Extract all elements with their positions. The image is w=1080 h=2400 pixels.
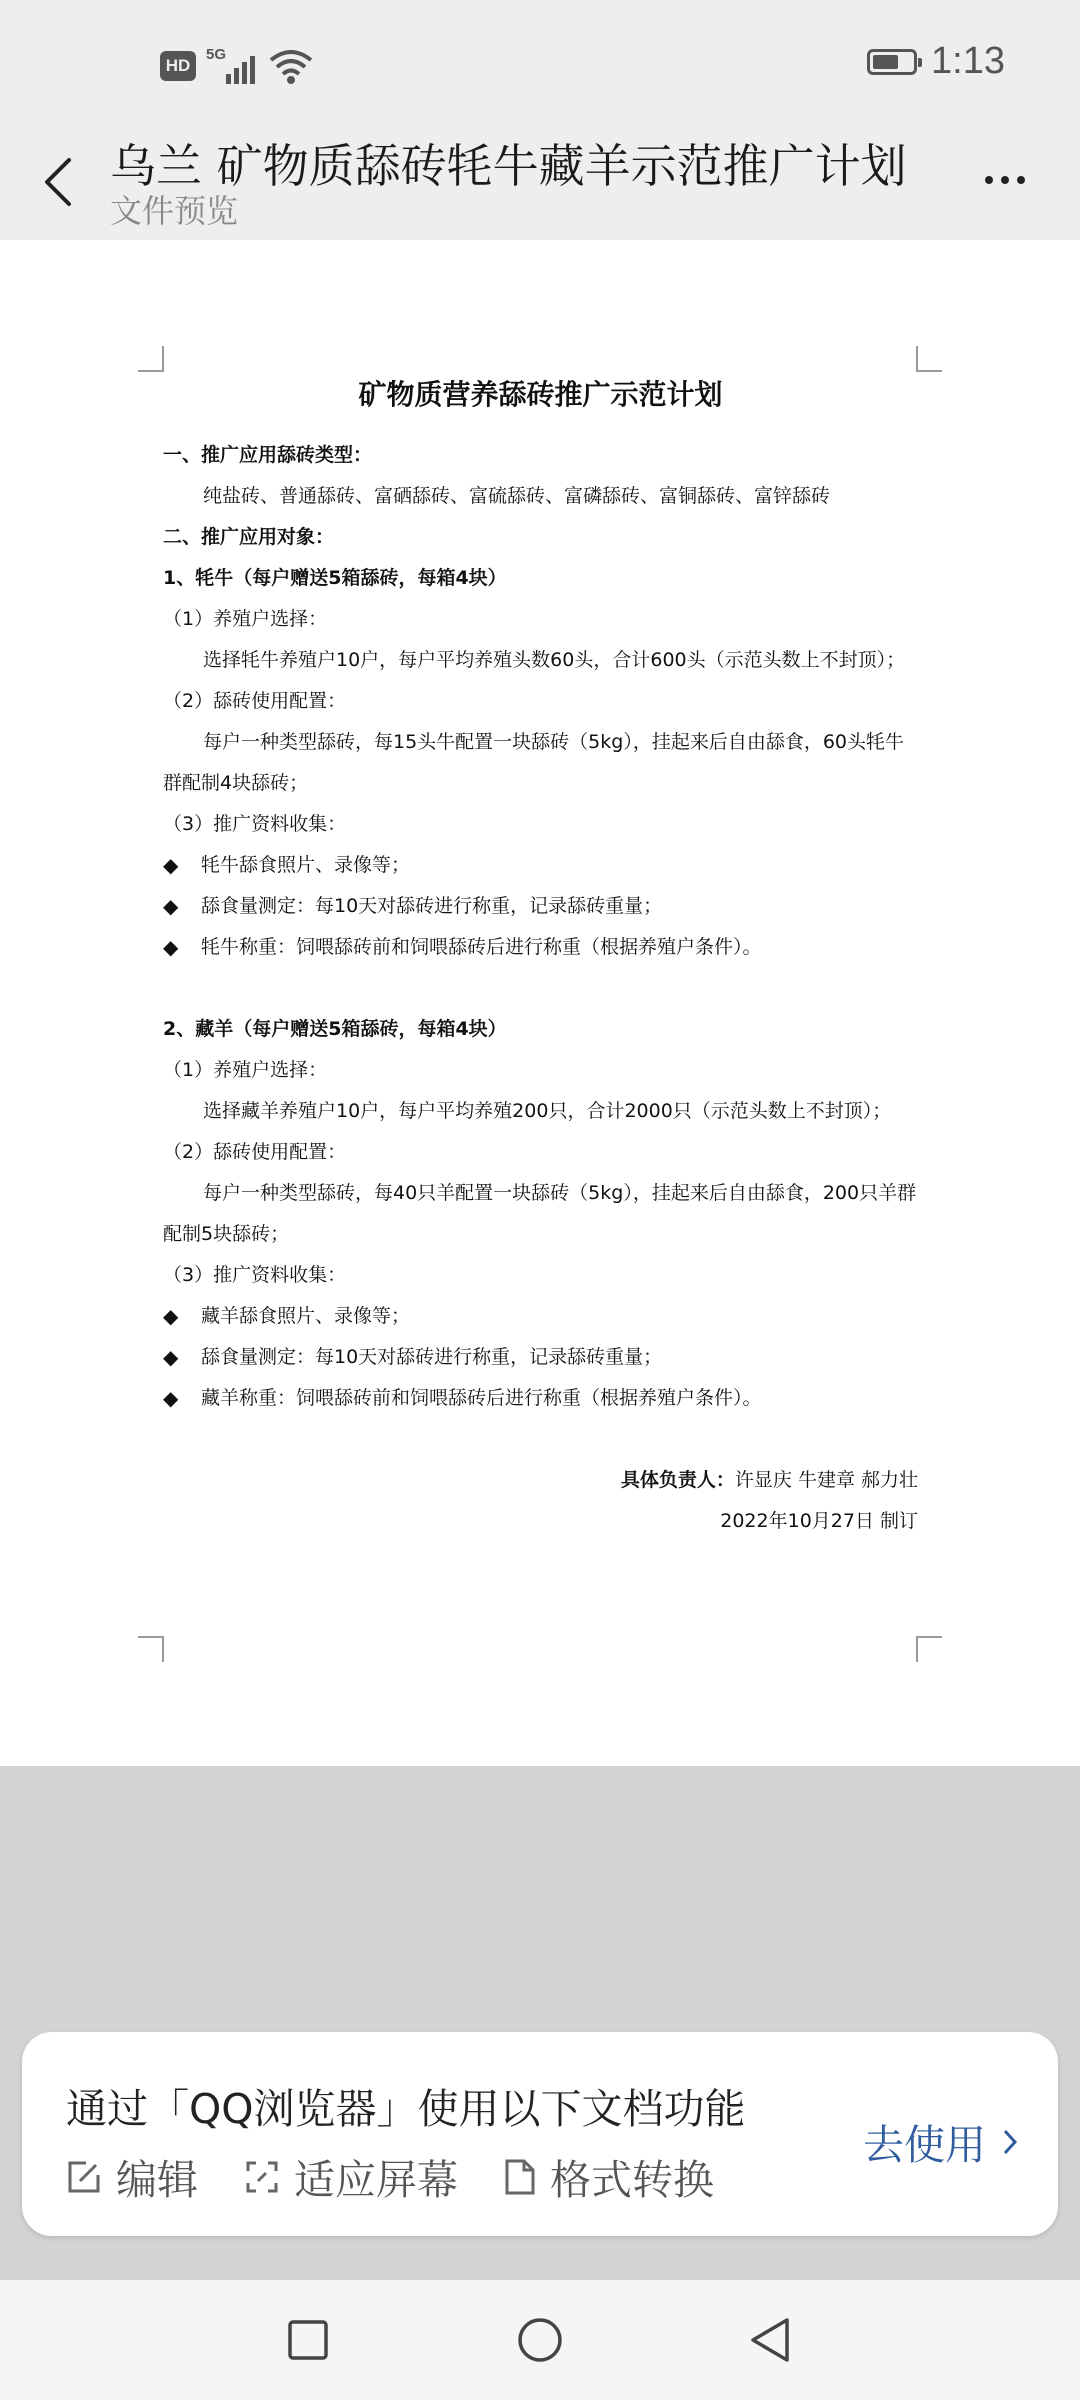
list-item — [163, 886, 918, 927]
bullet-text: 藏羊舔食照片、录像等； — [201, 1305, 411, 1327]
title-bar — [0, 130, 1080, 240]
status-bar — [0, 0, 1080, 130]
back-nav-button[interactable] — [740, 2310, 800, 2370]
document-title: 乌兰 矿物质舔砖牦牛藏羊示范推广计划 — [110, 139, 907, 193]
bullet-text: 牦牛舔食照片、录像等； — [201, 854, 411, 876]
list-item — [163, 1378, 918, 1419]
sheep-title: 2、藏羊（每户赠送5箱舔砖，每箱4块） — [163, 1018, 507, 1040]
section2-title: 二、推广应用对象： — [163, 526, 335, 548]
list-item — [163, 1296, 918, 1337]
bullet-text: 舔食量测定：每10天对舔砖进行称重，记录舔砖重量； — [201, 895, 663, 917]
bullet-text: 舔食量测定：每10天对舔砖进行称重，记录舔砖重量； — [201, 1346, 663, 1368]
list-item — [163, 1337, 918, 1378]
more-dot-icon — [1001, 176, 1009, 184]
edit-icon — [66, 2159, 102, 2195]
system-navigation-bar — [0, 2280, 1080, 2400]
sheep-sub1-body: 选择藏羊养殖户10户，每户平均养殖200只，合计2000只（示范头数上不封顶）； — [203, 1100, 892, 1122]
wifi-icon — [268, 46, 314, 86]
crop-mark — [138, 1636, 164, 1662]
triangle-back-icon — [747, 2315, 793, 2365]
edit-label: 编辑 — [116, 2156, 198, 2204]
promo-features — [66, 2147, 714, 2206]
yak-sub3: （3）推广资料收集： — [163, 813, 347, 835]
yak-sub1-body: 选择牦牛养殖户10户，每户平均养殖头数60头，合计600头（示范头数上不封顶）； — [203, 649, 906, 671]
responsible-names: 许显庆 牛建章 郝力壮 — [734, 1469, 918, 1491]
go-use-button[interactable] — [863, 2112, 1018, 2171]
bullet-text: 藏羊称重：饲喂舔砖前和饲喂舔砖后进行称重（根据养殖户条件）。 — [201, 1387, 762, 1409]
yak-sub1: （1）养殖户选择： — [163, 608, 328, 630]
list-item — [163, 845, 918, 886]
status-left — [160, 46, 314, 86]
diamond-bullet-icon: ◆ — [163, 935, 179, 959]
sheep-sub2-body: 每户一种类型舔砖，每40只羊配置一块舔砖（5kg），挂起来后自由舔食，200只羊群配制5块舔砖； — [163, 1182, 917, 1245]
sheep-sub3: （3）推广资料收集： — [163, 1264, 347, 1286]
section1-title: 一、推广应用舔砖类型： — [163, 444, 373, 466]
responsible-line — [163, 1460, 918, 1501]
document-icon — [504, 2158, 536, 2196]
doc-heading: 矿物质营养舔砖推广示范计划 — [358, 378, 723, 411]
crop-mark — [138, 346, 164, 372]
status-right — [867, 40, 1005, 83]
sheep-sub2: （2）舔砖使用配置： — [163, 1141, 347, 1163]
battery-icon — [867, 49, 917, 75]
cellular-signal-icon — [206, 46, 258, 86]
circle-icon — [515, 2315, 565, 2365]
diamond-bullet-icon: ◆ — [163, 1304, 179, 1328]
document-subtitle: 文件预览 — [110, 192, 239, 230]
sheep-sub1: （1）养殖户选择： — [163, 1059, 328, 1081]
chevron-right-icon — [1002, 2128, 1018, 2156]
recents-button[interactable] — [278, 2310, 338, 2370]
fit-screen-label: 适应屏幕 — [294, 2156, 458, 2204]
home-button[interactable] — [510, 2310, 570, 2370]
promo-text: 通过「QQ浏览器」使用以下文档功能 — [66, 2085, 746, 2133]
diamond-bullet-icon: ◆ — [163, 1386, 179, 1410]
responsible-label: 具体负责人： — [620, 1469, 735, 1491]
network-type-label: 5G — [206, 46, 227, 63]
crop-mark — [916, 1636, 942, 1662]
diamond-bullet-icon: ◆ — [163, 853, 179, 877]
document-body — [163, 375, 918, 1542]
hd-badge: HD — [160, 51, 196, 81]
battery-fill — [873, 55, 898, 69]
more-dot-icon — [1017, 176, 1025, 184]
format-convert-feature[interactable] — [504, 2147, 714, 2206]
more-options-button[interactable] — [970, 155, 1040, 205]
list-item — [163, 927, 918, 968]
bullet-text: 牦牛称重：饲喂舔砖前和饲喂舔砖后进行称重（根据养殖户条件）。 — [201, 936, 762, 958]
edit-feature[interactable] — [66, 2147, 198, 2206]
yak-title: 1、牦牛（每户赠送5箱舔砖，每箱4块） — [163, 567, 507, 589]
chevron-left-icon — [43, 156, 73, 208]
qq-browser-promo-card[interactable] — [22, 2032, 1058, 2236]
square-icon — [286, 2318, 330, 2362]
date-line: 2022年10月27日 制订 — [720, 1510, 918, 1532]
more-dot-icon — [985, 176, 993, 184]
back-button[interactable] — [28, 142, 88, 222]
go-use-label: 去使用 — [863, 2121, 986, 2169]
clock: 1:13 — [931, 40, 1005, 82]
yak-sub2-body: 每户一种类型舔砖，每15头牛配置一块舔砖（5kg），挂起来后自由舔食，60头牦牛群配制4块舔砖； — [163, 731, 905, 794]
diamond-bullet-icon: ◆ — [163, 894, 179, 918]
diamond-bullet-icon: ◆ — [163, 1345, 179, 1369]
fit-screen-icon — [244, 2159, 280, 2195]
document-page[interactable] — [0, 240, 1080, 1766]
section1-body: 纯盐砖、普通舔砖、富硒舔砖、富硫舔砖、富磷舔砖、富铜舔砖、富锌舔砖 — [203, 485, 831, 507]
yak-sub2: （2）舔砖使用配置： — [163, 690, 347, 712]
format-convert-label: 格式转换 — [550, 2156, 714, 2204]
crop-mark — [916, 346, 942, 372]
fit-screen-feature[interactable] — [244, 2147, 458, 2206]
